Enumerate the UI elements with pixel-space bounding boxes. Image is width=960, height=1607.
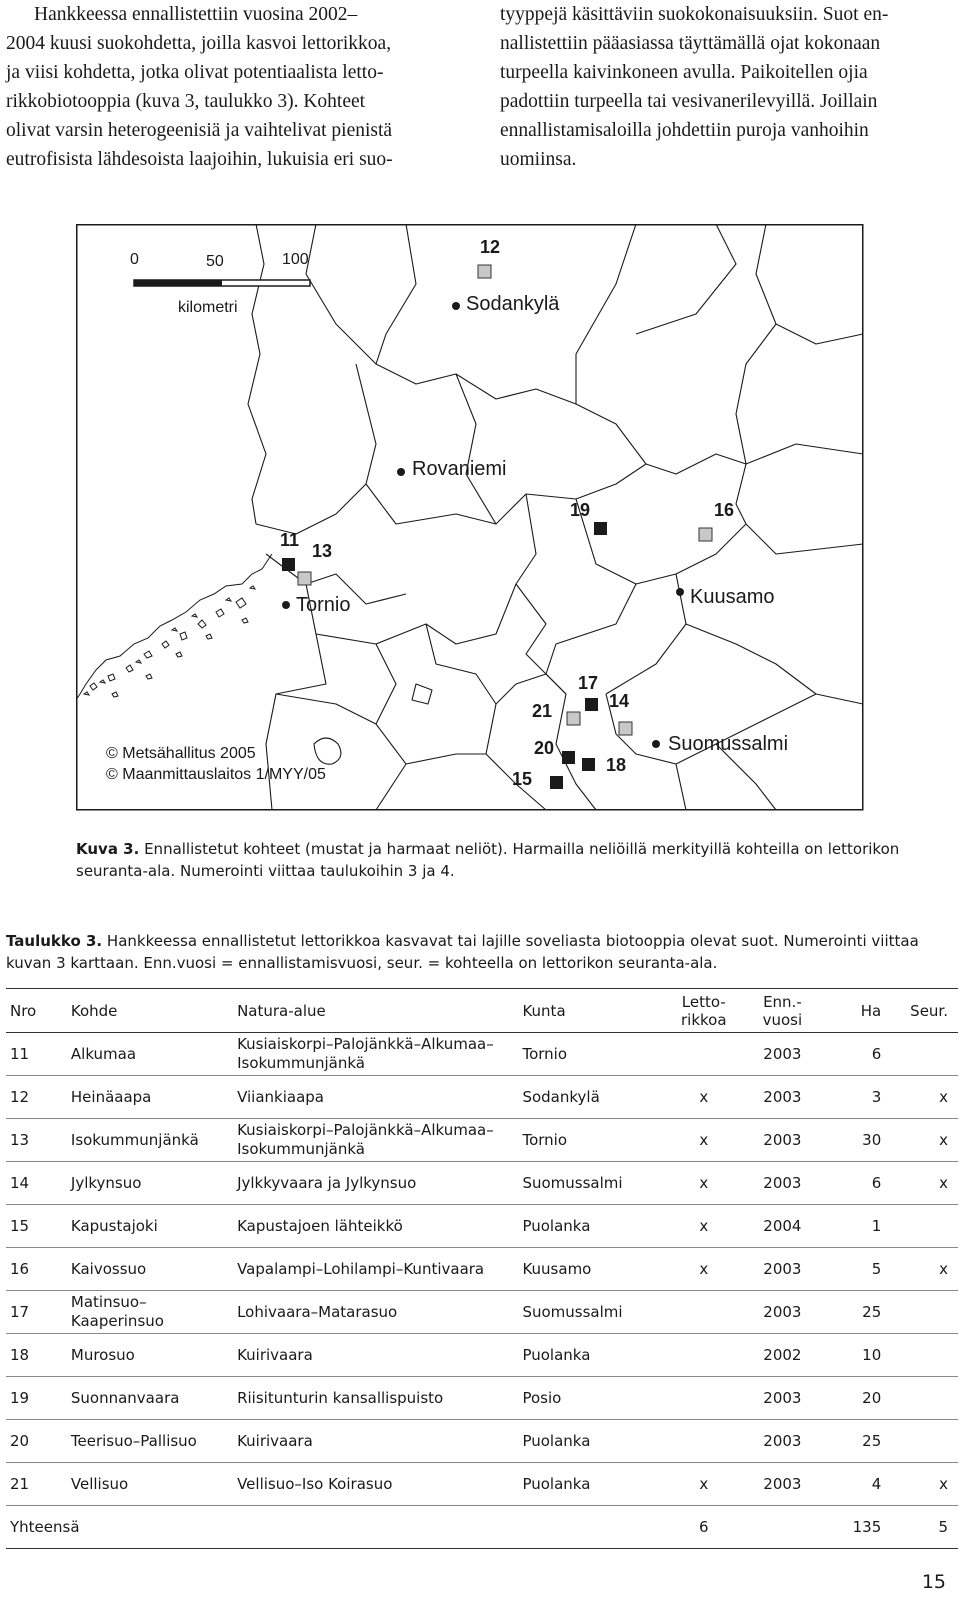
site-label-20: 20 xyxy=(534,738,555,758)
body-line: eutrofisista lähdesoista laajoihin, lukuisia eri suo- xyxy=(6,149,393,170)
cell-natura: Riisitunturin kansallispuisto xyxy=(237,1389,444,1407)
site-map xyxy=(76,224,884,829)
site-square-12 xyxy=(478,265,491,278)
body-line: tyyppejä käsittäviin suokokonaisuuksiin. Suot en- xyxy=(500,4,889,25)
cell-kunta: Puolanka xyxy=(522,1346,591,1364)
body-text-left-column xyxy=(6,0,452,174)
cell-ha: 6 xyxy=(871,1045,882,1063)
cell-lettorikkoa xyxy=(660,1334,748,1377)
cell-kunta: Tornio xyxy=(522,1045,567,1063)
cell-kohde xyxy=(67,1291,233,1334)
scale-tick-50: 50 xyxy=(206,253,224,270)
cell-ha: 4 xyxy=(871,1475,882,1493)
cell-nro: 20 xyxy=(10,1432,30,1450)
cell-natura xyxy=(233,1033,518,1076)
cell-natura: Kapustajoen lähteikkö xyxy=(237,1217,403,1235)
body-line: ennallistamisaloilla johdettiin puroja vanhoihin xyxy=(500,120,869,141)
site-square-16 xyxy=(699,528,712,541)
table-body xyxy=(6,1033,958,1549)
table-row xyxy=(6,1076,958,1119)
cell-kohde-line: Matinsuo– xyxy=(70,1293,147,1311)
cell-ennvuosi: 2003 xyxy=(763,1088,802,1106)
cell-ha: 20 xyxy=(862,1389,882,1407)
site-square-18 xyxy=(582,758,595,771)
cell-lettorikkoa xyxy=(660,1033,748,1076)
town-dot-sodankyla xyxy=(452,302,460,310)
cell-natura-line: Kusiaiskorpi–Palojänkkä–Alkumaa– xyxy=(237,1035,494,1053)
cell-kunta: Posio xyxy=(522,1389,562,1407)
cell-kunta: Tornio xyxy=(522,1131,567,1149)
cell-nro: 14 xyxy=(10,1174,30,1192)
cell-seur xyxy=(899,1377,958,1420)
town-dot-kuusamo xyxy=(676,588,684,596)
table-row xyxy=(6,1291,958,1334)
cell-kunta: Puolanka xyxy=(522,1217,591,1235)
body-line: olivat varsin heterogeenisiä ja vaihtelivat pienistä xyxy=(6,120,393,141)
cell-ha: 25 xyxy=(862,1303,882,1321)
table-total-row xyxy=(6,1506,958,1549)
site-label-11: 11 xyxy=(280,530,300,550)
cell-ha: 5 xyxy=(871,1260,882,1278)
site-square-13 xyxy=(298,572,311,585)
cell-kohde-line: Kaaperinsuo xyxy=(70,1312,164,1330)
cell-kohde: Kapustajoki xyxy=(70,1217,158,1235)
header-text: rikkoa xyxy=(681,1010,727,1029)
cell-nro: 17 xyxy=(10,1303,30,1321)
body-line: uomiinsa. xyxy=(500,149,577,170)
cell-ha: 10 xyxy=(862,1346,882,1364)
town-label-sodankyla: Sodankylä xyxy=(466,293,560,315)
header-kohde: Kohde xyxy=(70,1001,118,1020)
cell-kohde: Suonnanvaara xyxy=(70,1389,180,1407)
cell-natura-line: Kusiaiskorpi–Palojänkkä–Alkumaa– xyxy=(237,1121,494,1139)
cell-ennvuosi: 2003 xyxy=(763,1045,802,1063)
cell-seur xyxy=(899,1334,958,1377)
site-label-15: 15 xyxy=(512,769,533,789)
cell-nro: 12 xyxy=(10,1088,30,1106)
body-line: 2004 kuusi suokohdetta, joilla kasvoi lettorikkoa, xyxy=(6,33,392,54)
table-row xyxy=(6,1377,958,1420)
cell-natura: Viiankiaapa xyxy=(237,1088,324,1106)
site-label-13: 13 xyxy=(312,541,333,561)
header-natura: Natura-alue xyxy=(237,1001,326,1020)
cell-kunta: Puolanka xyxy=(522,1475,591,1493)
cell-ennvuosi: 2003 xyxy=(763,1131,802,1149)
body-line: padottiin turpeella tai vesivanerilevyillä. Joillain xyxy=(500,91,878,112)
cell-ha: 1 xyxy=(871,1217,882,1235)
town-label-tornio: Tornio xyxy=(296,594,351,616)
cell-ennvuosi: 2003 xyxy=(763,1174,802,1192)
total-ennvuosi xyxy=(748,1506,818,1549)
table-row xyxy=(6,1119,958,1162)
copyright-metsahallitus: © Metsähallitus 2005 xyxy=(106,745,256,762)
body-line: turpeella kaivinkoneen avulla. Paikoitellen ojia xyxy=(500,62,868,83)
cell-nro: 21 xyxy=(10,1475,30,1493)
total-ha: 135 xyxy=(852,1518,882,1536)
cell-kohde: Heinäaapa xyxy=(70,1088,152,1106)
site-square-14 xyxy=(619,722,632,735)
cell-ennvuosi: 2003 xyxy=(763,1432,802,1450)
table-row xyxy=(6,1334,958,1377)
cell-lettorikkoa: x xyxy=(699,1217,709,1235)
cell-seur xyxy=(899,1033,958,1076)
figure-caption xyxy=(76,838,906,882)
cell-kohde: Alkumaa xyxy=(70,1045,137,1063)
cell-kohde: Vellisuo xyxy=(70,1475,129,1493)
cell-kohde: Kaivossuo xyxy=(70,1260,147,1278)
cell-kunta: Sodankylä xyxy=(522,1088,600,1106)
cell-ennvuosi: 2002 xyxy=(763,1346,802,1364)
town-dot-tornio xyxy=(282,601,290,609)
cell-lettorikkoa xyxy=(660,1291,748,1334)
scale-unit-label: kilometri xyxy=(178,299,238,316)
cell-ennvuosi: 2003 xyxy=(763,1475,802,1493)
site-label-16: 16 xyxy=(714,500,735,520)
cell-ha: 6 xyxy=(871,1174,882,1192)
body-text-right-column xyxy=(500,0,958,174)
cell-kohde: Jylkynsuo xyxy=(70,1174,142,1192)
body-line: rikkobiotooppia (kuva 3, taulukko 3). Kohteet xyxy=(6,91,366,112)
cell-seur: x xyxy=(939,1475,948,1493)
header-kunta: Kunta xyxy=(522,1001,566,1020)
header-text: Letto- xyxy=(681,992,726,1011)
table-caption-text: Hankkeessa ennallistetut lettorikkoa kasvavat tai lajille soveliasta biotooppia olevat suot. Numerointi viittaa kuvan 3 karttaan. Enn.vuosi = ennallistamisvuosi, seur. = kohteella on lettorikon seuranta-ala. xyxy=(6,932,919,972)
cell-ha: 30 xyxy=(862,1131,882,1149)
cell-ennvuosi: 2004 xyxy=(763,1217,802,1235)
table-header-row xyxy=(6,989,958,1033)
cell-kunta: Suomussalmi xyxy=(522,1174,623,1192)
cell-natura: Kuirivaara xyxy=(237,1346,313,1364)
cell-natura: Vellisuo–Iso Koirasuo xyxy=(237,1475,393,1493)
cell-lettorikkoa xyxy=(660,1420,748,1463)
cell-ha: 3 xyxy=(871,1088,882,1106)
figure-caption-text: Ennallistetut kohteet (mustat ja harmaat neliöt). Harmailla neliöillä merkityillä kohteilla on lettorikon seuranta-ala. Numerointi viittaa taulukoihin 3 ja 4. xyxy=(76,840,900,880)
site-label-12: 12 xyxy=(480,237,501,257)
cell-lettorikkoa: x xyxy=(699,1131,709,1149)
cell-nro: 16 xyxy=(10,1260,30,1278)
sites-table xyxy=(6,988,958,1549)
body-line: nallistettiin pääasiassa täyttämällä ojat kokonaan xyxy=(500,33,881,54)
table-caption-label: Taulukko 3. xyxy=(6,932,103,950)
scale-tick-0: 0 xyxy=(130,251,139,268)
site-square-20 xyxy=(562,751,575,764)
header-text: Enn.- xyxy=(763,992,802,1011)
cell-natura: Kuirivaara xyxy=(237,1432,313,1450)
cell-seur xyxy=(899,1420,958,1463)
site-label-18: 18 xyxy=(606,755,627,775)
header-lettorikkoa xyxy=(660,989,748,1033)
page-number: 15 xyxy=(921,1571,946,1593)
cell-seur: x xyxy=(939,1088,948,1106)
cell-kunta: Suomussalmi xyxy=(522,1303,623,1321)
cell-ennvuosi: 2003 xyxy=(763,1260,802,1278)
cell-seur xyxy=(899,1205,958,1248)
cell-natura: Vapalampi–Lohilampi–Kuntivaara xyxy=(237,1260,485,1278)
copyright-maanmittauslaitos: © Maanmittauslaitos 1/MYY/05 xyxy=(106,766,326,783)
cell-ha: 25 xyxy=(862,1432,882,1450)
cell-kunta: Kuusamo xyxy=(522,1260,592,1278)
cell-ennvuosi: 2003 xyxy=(763,1303,802,1321)
cell-seur: x xyxy=(939,1260,948,1278)
site-square-21 xyxy=(567,712,580,725)
cell-natura xyxy=(233,1119,518,1162)
cell-nro: 18 xyxy=(10,1346,30,1364)
figure-caption-label: Kuva 3. xyxy=(76,840,140,858)
cell-kunta: Puolanka xyxy=(522,1432,591,1450)
cell-nro: 13 xyxy=(10,1131,30,1149)
body-line: Hankkeessa ennallistettiin vuosina 2002– xyxy=(34,4,358,25)
header-text: vuosi xyxy=(762,1010,803,1029)
cell-natura-line: Isokummunjänkä xyxy=(237,1140,365,1158)
cell-lettorikkoa: x xyxy=(699,1475,709,1493)
cell-nro: 11 xyxy=(10,1045,30,1063)
site-square-15 xyxy=(550,776,563,789)
header-seur: Seur. xyxy=(910,1001,948,1020)
town-label-rovaniemi: Rovaniemi xyxy=(412,458,507,480)
table-caption xyxy=(6,930,958,974)
total-seur: 5 xyxy=(938,1518,948,1536)
cell-kohde: Teerisuo–Pallisuo xyxy=(70,1432,197,1450)
header-nro: Nro xyxy=(10,1001,37,1020)
site-label-19: 19 xyxy=(570,500,591,520)
cell-natura: Jylkkyvaara ja Jylkynsuo xyxy=(237,1174,417,1192)
site-label-14: 14 xyxy=(609,691,630,711)
cell-seur: x xyxy=(939,1131,948,1149)
town-label-suomussalmi: Suomussalmi xyxy=(668,733,789,755)
cell-natura-line: Isokummunjänkä xyxy=(237,1054,365,1072)
cell-kohde: Murosuo xyxy=(70,1346,135,1364)
scale-tick-100: 100 xyxy=(282,251,309,268)
site-square-17 xyxy=(585,698,598,711)
table-row xyxy=(6,1033,958,1076)
cell-ennvuosi: 2003 xyxy=(763,1389,802,1407)
cell-lettorikkoa xyxy=(660,1377,748,1420)
table-row xyxy=(6,1205,958,1248)
header-ennvuosi xyxy=(748,989,818,1033)
cell-nro: 19 xyxy=(10,1389,30,1407)
cell-seur: x xyxy=(939,1174,948,1192)
table-row xyxy=(6,1162,958,1205)
site-label-21: 21 xyxy=(532,701,553,721)
total-lettorikkoa: 6 xyxy=(699,1518,709,1536)
town-dot-rovaniemi xyxy=(397,468,405,476)
header-ha: Ha xyxy=(860,1001,882,1020)
site-square-19 xyxy=(594,522,607,535)
scale-bar-fill xyxy=(134,280,222,286)
site-label-17: 17 xyxy=(578,673,599,693)
town-label-kuusamo: Kuusamo xyxy=(690,586,775,608)
table-row xyxy=(6,1248,958,1291)
town-dot-suomussalmi xyxy=(652,740,660,748)
total-label: Yhteensä xyxy=(10,1518,80,1536)
cell-seur xyxy=(899,1291,958,1334)
site-map-figure xyxy=(76,224,884,829)
body-line: ja viisi kohdetta, jotka olivat potentiaalista letto- xyxy=(6,62,384,83)
cell-kohde: Isokummunjänkä xyxy=(70,1131,199,1149)
cell-nro: 15 xyxy=(10,1217,30,1235)
cell-lettorikkoa: x xyxy=(699,1088,709,1106)
cell-lettorikkoa: x xyxy=(699,1174,709,1192)
cell-lettorikkoa: x xyxy=(699,1260,709,1278)
site-square-11 xyxy=(282,558,295,571)
cell-natura: Lohivaara–Matarasuo xyxy=(237,1303,398,1321)
table-row xyxy=(6,1463,958,1506)
table-row xyxy=(6,1420,958,1463)
